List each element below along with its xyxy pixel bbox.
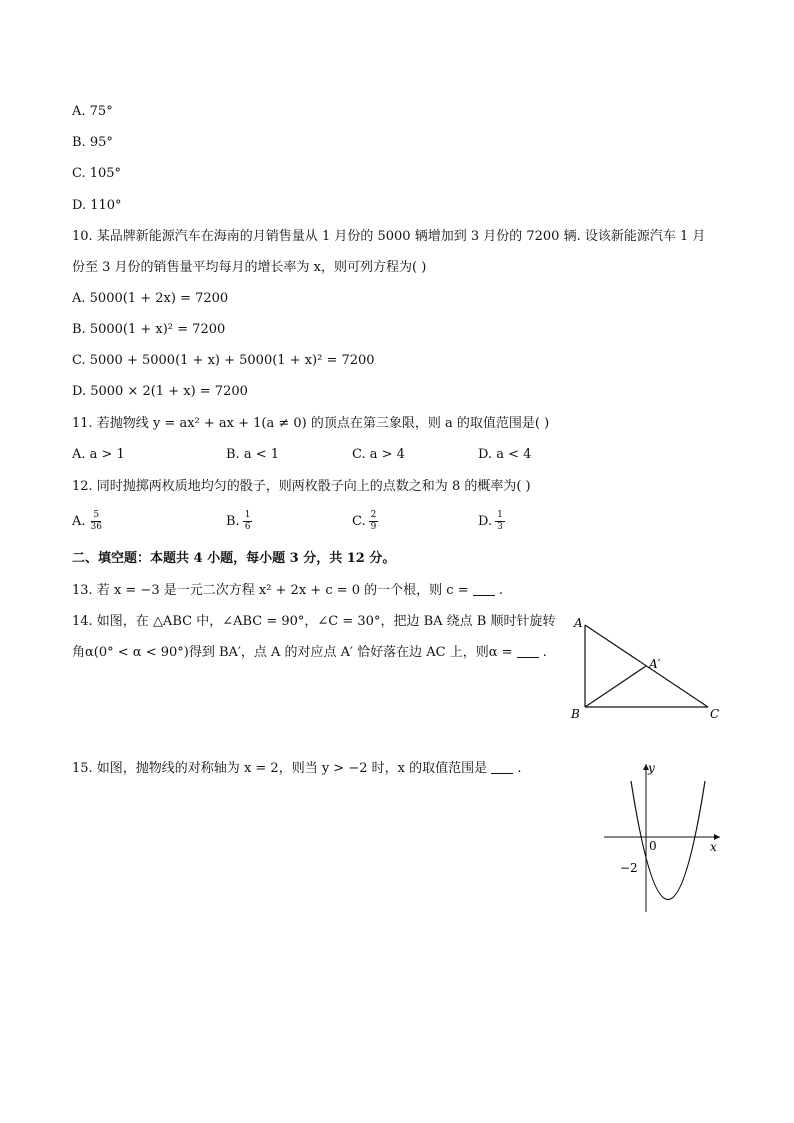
- q15-stem: [72, 760, 522, 778]
- q12-option-a: [72, 510, 104, 533]
- q10-stem-line1: 10. 某品牌新能源汽车在海南的月销售量从 1 月份的 5000 辆增加到 3 月份的 7200 辆. 设该新能源汽车 1 月: [72, 229, 706, 244]
- q14-text-end: .: [538, 645, 547, 660]
- fraction-numerator: 1: [244, 510, 251, 520]
- q15-text: 15. 如图，抛物线的对称轴为 x = 2，则当 y > −2 时，x 的取值范围是: [72, 761, 488, 776]
- vertex-label-a: A: [574, 616, 583, 630]
- q10-option-d: D. 5000 × 2(1 + x) = 7200: [72, 384, 248, 399]
- x-axis-label: x: [710, 840, 717, 854]
- q12-options: [72, 510, 672, 536]
- q13-text-end: .: [494, 583, 504, 598]
- q10-stem-line2: 份至 3 月份的销售量平均每月的增长率为 x，则可列方程为( ): [72, 260, 427, 275]
- q12-option-c-label: C.: [352, 514, 366, 529]
- y-intercept-label: −2: [620, 861, 638, 875]
- q15-text-end: .: [513, 761, 522, 776]
- q14-answer-blank[interactable]: [517, 644, 539, 658]
- q12-option-a-fraction: [89, 510, 104, 533]
- q11-option-c: C. a > 4: [352, 447, 405, 462]
- q12-option-d-fraction: [495, 510, 505, 533]
- q13-stem: [72, 582, 503, 600]
- q12-option-b-label: B.: [226, 514, 240, 529]
- fraction-numerator: 2: [370, 510, 377, 520]
- q12-option-c-fraction: [369, 510, 379, 533]
- q10-option-a: A. 5000(1 + 2x) = 7200: [72, 291, 229, 306]
- q11-stem: 11. 若抛物线 y = ax² + ax + 1(a ≠ 0) 的顶点在第三象限，则 a 的取值范围是( ): [72, 416, 550, 431]
- origin-label: 0: [649, 839, 657, 853]
- fraction-denominator: 36: [90, 522, 102, 532]
- q13-text: 13. 若 x = −3 是一元二次方程 x² + 2x + c = 0 的一个根，则 c =: [72, 583, 469, 598]
- q12-option-d: [478, 510, 505, 533]
- q14-triangle-figure: [560, 610, 735, 725]
- vertex-label-c: C: [710, 707, 720, 721]
- section-heading-fill-in: 二、填空题：本题共 4 小题，每小题 3 分，共 12 分。: [72, 551, 396, 566]
- q12-stem: 12. 同时抛掷两枚质地均匀的骰子，则两枚骰子向上的点数之和为 8 的概率为( ): [72, 479, 531, 494]
- y-axis-label: y: [648, 761, 655, 775]
- fraction-numerator: 1: [497, 510, 503, 520]
- q12-option-d-label: D.: [478, 514, 493, 529]
- q11-options: [72, 446, 672, 464]
- fraction-numerator: 5: [93, 510, 100, 520]
- q11-option-b: B. a < 1: [226, 447, 279, 462]
- q9-option-b: B. 95°: [72, 135, 113, 150]
- q9-option-c: C. 105°: [72, 166, 122, 181]
- q13-answer-blank[interactable]: [473, 582, 495, 596]
- q10-option-b: B. 5000(1 + x)² = 7200: [72, 322, 226, 337]
- fraction-denominator: 3: [497, 522, 503, 532]
- q15-parabola-figure: [596, 756, 731, 921]
- fraction-denominator: 6: [244, 522, 251, 532]
- q12-option-b-fraction: [243, 510, 253, 533]
- q11-option-a: A. a > 1: [72, 447, 125, 462]
- q9-option-d: D. 110°: [72, 198, 122, 213]
- q14-stem-line2: [72, 644, 547, 662]
- parabola-curve: [631, 781, 705, 900]
- vertex-label-b: B: [571, 707, 580, 721]
- q12-option-a-label: A.: [72, 514, 86, 529]
- q10-option-c: C. 5000 + 5000(1 + x) + 5000(1 + x)² = 7200: [72, 353, 375, 368]
- fraction-denominator: 9: [370, 522, 377, 532]
- segment-ba-prime: [585, 666, 646, 707]
- q14-text: 角α(0° < α < 90°)得到 BA′，点 A 的对应点 A′ 恰好落在边 AC 上，则α =: [72, 645, 513, 660]
- q12-option-c: [352, 510, 378, 533]
- q15-answer-blank[interactable]: [491, 760, 513, 774]
- q12-option-b: [226, 510, 252, 533]
- vertex-label-a-prime: A′: [649, 657, 661, 671]
- q11-option-d: D. a < 4: [478, 447, 532, 462]
- q14-stem-line1: 14. 如图，在 △ABC 中，∠ABC = 90°，∠C = 30°，把边 BA 绕点 B 顺时针旋转: [72, 614, 556, 629]
- q9-option-a: A. 75°: [72, 104, 113, 119]
